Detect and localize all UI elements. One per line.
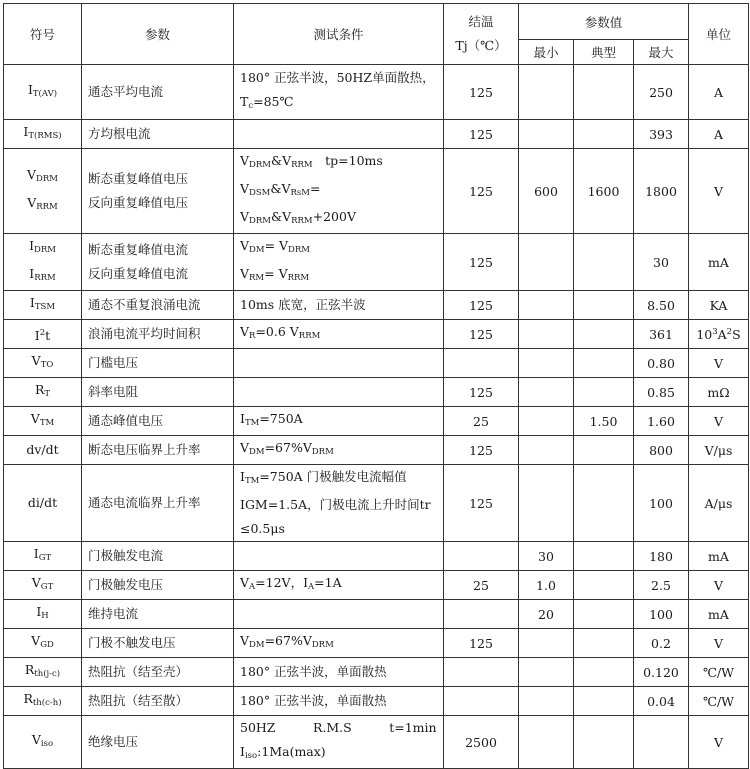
symbol-text: $V_{TM}$ — [30, 411, 55, 428]
condition-cell — [234, 349, 444, 378]
param-cell — [82, 234, 234, 291]
symbol-text: $I_{DRM}$ — [29, 238, 56, 255]
tj-cell: 125 — [444, 234, 519, 291]
condition-cell — [234, 571, 444, 600]
max-cell: 1800 — [634, 149, 689, 234]
tj-cell: 125 — [444, 291, 519, 320]
max-cell: 0.04 — [634, 687, 689, 716]
symbol-text: $V_{iso}$ — [31, 732, 54, 749]
typ-cell — [574, 571, 634, 600]
max-cell: 100 — [634, 600, 689, 629]
condition-cell — [234, 600, 444, 629]
condition-text: $V_A=12V$，$I_A=1A$ — [240, 575, 342, 592]
typ-cell — [574, 320, 634, 349]
param-cell — [82, 571, 234, 600]
min-cell — [519, 716, 574, 769]
condition-text: $V_{DRM}\&V_{RRM}$ tp=10ms — [240, 153, 383, 170]
min-cell: 1.0 — [519, 571, 574, 600]
symbol-cell — [4, 149, 82, 234]
condition-text: $V_{DM}=67\%V_{DRM}$ — [240, 633, 334, 650]
header-symbol: 符号 — [4, 4, 82, 65]
table-row — [4, 407, 749, 436]
table-row — [4, 320, 749, 349]
unit-cell: V — [689, 629, 749, 658]
param-cell — [82, 378, 234, 407]
condition-cell — [234, 320, 444, 349]
typ-cell — [574, 600, 634, 629]
unit-cell: mΩ — [689, 378, 749, 407]
min-cell — [519, 234, 574, 291]
header-cond: 测试条件 — [234, 4, 444, 65]
min-cell — [519, 320, 574, 349]
unit-cell: V — [689, 571, 749, 600]
min-cell — [519, 658, 574, 687]
param-text: 通态不重复浪涌电流 — [88, 297, 201, 312]
max-cell: 30 — [634, 234, 689, 291]
typ-cell — [574, 716, 634, 769]
param-cell — [82, 658, 234, 687]
symbol-text: $I^2t$ — [34, 327, 51, 343]
symbol-cell — [4, 378, 82, 407]
condition-cell — [234, 542, 444, 571]
param-cell — [82, 600, 234, 629]
condition-text: $V_{DM}= V_{DRM}$ — [240, 238, 310, 255]
symbol-cell — [4, 600, 82, 629]
tj-cell: 125 — [444, 436, 519, 465]
condition-text: 180° 正弦半波，单面散热 — [240, 693, 387, 708]
header-values: 参数值 — [519, 4, 689, 40]
max-cell: 0.2 — [634, 629, 689, 658]
param-cell — [82, 465, 234, 542]
typ-cell — [574, 658, 634, 687]
condition-cell — [234, 65, 444, 120]
param-cell — [82, 629, 234, 658]
param-text: 门极不触发电压 — [88, 635, 176, 650]
param-text: 门槛电压 — [88, 355, 139, 370]
max-cell: 1.60 — [634, 407, 689, 436]
condition-text: $V_{DM}=67\%V_{DRM}$ — [240, 440, 334, 457]
symbol-cell — [4, 120, 82, 149]
param-text: 通态平均电流 — [88, 84, 164, 99]
table-row — [4, 378, 749, 407]
table-row — [4, 542, 749, 571]
tj-cell: 125 — [444, 120, 519, 149]
param-text: 热阻抗（结至壳） — [88, 664, 189, 679]
symbol-cell — [4, 320, 82, 349]
symbol-text: $I_{T(AV)}$ — [27, 82, 58, 99]
symbol-text: $V_{GD}$ — [31, 633, 54, 650]
table-row — [4, 687, 749, 716]
header-min: 最小 — [519, 40, 574, 65]
max-cell: 0.120 — [634, 658, 689, 687]
table-row — [4, 234, 749, 291]
max-cell: 800 — [634, 436, 689, 465]
tj-cell: 125 — [444, 149, 519, 234]
min-cell — [519, 407, 574, 436]
unit-cell: V — [689, 716, 749, 769]
table-row — [4, 571, 749, 600]
symbol-cell — [4, 465, 82, 542]
symbol-text: $I_{TSM}$ — [29, 295, 56, 312]
condition-cell — [234, 149, 444, 234]
condition-cell — [234, 291, 444, 320]
max-cell: 0.85 — [634, 378, 689, 407]
condition-text: $V_{DSM}\&V_{RsM}=$ $V_{DRM}\&V_{RRM}+200V$ — [240, 181, 356, 226]
min-cell: 30 — [519, 542, 574, 571]
condition-text: 180° 正弦半波，单面散热 — [240, 664, 387, 679]
max-cell: 180 — [634, 542, 689, 571]
param-cell — [82, 120, 234, 149]
param-text: 通态峰值电压 — [88, 413, 164, 428]
typ-cell — [574, 465, 634, 542]
unit-cell: mA — [689, 234, 749, 291]
table-row — [4, 65, 749, 120]
param-text: 绝缘电压 — [88, 734, 139, 749]
tj-cell: 125 — [444, 629, 519, 658]
param-cell — [82, 149, 234, 234]
condition-cell — [234, 234, 444, 291]
param-text: 反向重复峰值电压 — [88, 195, 189, 210]
unit-cell: V — [689, 407, 749, 436]
param-text: 断态重复峰值电流 — [88, 242, 189, 257]
header-tj — [444, 4, 519, 65]
max-cell — [634, 716, 689, 769]
table-row — [4, 716, 749, 769]
param-cell — [82, 320, 234, 349]
param-cell — [82, 291, 234, 320]
min-cell — [519, 65, 574, 120]
param-cell — [82, 407, 234, 436]
table-row — [4, 600, 749, 629]
symbol-text: $V_{RRM}$ — [27, 195, 58, 212]
table-row — [4, 349, 749, 378]
header-max: 最大 — [634, 40, 689, 65]
symbol-cell — [4, 291, 82, 320]
spec-table — [3, 3, 749, 769]
typ-cell — [574, 120, 634, 149]
symbol-cell — [4, 658, 82, 687]
max-cell: 250 — [634, 65, 689, 120]
typ-cell — [574, 542, 634, 571]
tj-cell: 125 — [444, 378, 519, 407]
param-text: 斜率电阻 — [88, 384, 139, 399]
min-cell — [519, 378, 574, 407]
tj-cell — [444, 658, 519, 687]
symbol-cell — [4, 349, 82, 378]
unit-cell: KA — [689, 291, 749, 320]
unit-cell: V — [689, 349, 749, 378]
param-text: 门极触发电压 — [88, 577, 164, 592]
unit-cell: ℃/W — [689, 687, 749, 716]
typ-cell — [574, 378, 634, 407]
max-cell: 2.5 — [634, 571, 689, 600]
symbol-cell — [4, 436, 82, 465]
unit-cell: mA — [689, 600, 749, 629]
tj-cell: 2500 — [444, 716, 519, 769]
max-cell: 100 — [634, 465, 689, 542]
symbol-text: $I_{GT}$ — [33, 546, 52, 563]
header-typ: 典型 — [574, 40, 634, 65]
symbol-text: $R_{th(j-c)}$ — [24, 662, 61, 679]
param-cell — [82, 542, 234, 571]
typ-cell — [574, 65, 634, 120]
unit-cell: ℃/W — [689, 658, 749, 687]
param-cell — [82, 716, 234, 769]
symbol-text: dv/dt — [26, 442, 59, 457]
condition-text: $V_{RM}= V_{RRM}$ — [240, 266, 310, 283]
tj-cell: 125 — [444, 320, 519, 349]
min-cell — [519, 291, 574, 320]
condition-text: $I_{iso}:1Ma(\max)$ — [240, 744, 326, 761]
tj-cell — [444, 600, 519, 629]
symbol-cell — [4, 65, 82, 120]
unit-cell: A/μs — [689, 465, 749, 542]
unit-cell: A — [689, 65, 749, 120]
param-text: 断态重复峰值电压 — [88, 171, 189, 186]
condition-cell — [234, 378, 444, 407]
table-row — [4, 436, 749, 465]
min-cell: 600 — [519, 149, 574, 234]
table-row — [4, 465, 749, 542]
condition-text: $I_{TM}=750A$ 门极触发电流幅值IGM=1.5A，门极电流上升时间tr ≤0.5μs — [240, 469, 431, 536]
tj-cell — [444, 687, 519, 716]
header-param: 参数 — [82, 4, 234, 65]
min-cell — [519, 436, 574, 465]
param-cell — [82, 687, 234, 716]
table-row — [4, 149, 749, 234]
param-text: 方均根电流 — [88, 126, 151, 141]
param-text: 断态电压临界上升率 — [88, 442, 201, 457]
condition-cell — [234, 658, 444, 687]
symbol-cell — [4, 687, 82, 716]
condition-cell — [234, 407, 444, 436]
max-cell: 361 — [634, 320, 689, 349]
condition-text: $V_R=0.6$ $V_{RRM}$ — [240, 324, 321, 341]
max-cell: 393 — [634, 120, 689, 149]
tj-cell — [444, 542, 519, 571]
condition-cell — [234, 465, 444, 542]
min-cell — [519, 629, 574, 658]
condition-text: $I_{TM}=750A$ — [240, 411, 303, 428]
tj-cell: 125 — [444, 65, 519, 120]
header-tj-line2: Tj（℃） — [455, 38, 507, 53]
symbol-text: $R_T$ — [34, 382, 51, 399]
symbol-text: $V_{DRM}$ — [27, 167, 58, 184]
typ-cell: 1.50 — [574, 407, 634, 436]
condition-cell — [234, 687, 444, 716]
tj-cell: 125 — [444, 465, 519, 542]
symbol-cell — [4, 234, 82, 291]
unit-cell: V/μs — [689, 436, 749, 465]
symbol-cell — [4, 571, 82, 600]
unit-cell: mA — [689, 542, 749, 571]
symbol-cell — [4, 716, 82, 769]
unit-cell: $10^3A^2S$ — [689, 320, 749, 349]
symbol-cell — [4, 407, 82, 436]
condition-text: 50HZ R.M.S t=1min — [240, 720, 437, 735]
min-cell — [519, 120, 574, 149]
param-text: 热阻抗（结至散） — [88, 693, 189, 708]
typ-cell: 1600 — [574, 149, 634, 234]
min-cell — [519, 687, 574, 716]
typ-cell — [574, 629, 634, 658]
unit-cell: V — [689, 149, 749, 234]
tj-cell: 25 — [444, 407, 519, 436]
condition-text: 180° 正弦半波，50HZ单面散热，$T_c=85℃$ — [240, 70, 435, 111]
table-row — [4, 629, 749, 658]
typ-cell — [574, 291, 634, 320]
symbol-text: di/dt — [27, 495, 58, 510]
symbol-text: $I_H$ — [36, 604, 49, 621]
header-unit: 单位 — [689, 4, 749, 65]
param-text: 浪涌电流平均时间积 — [88, 326, 201, 341]
min-cell — [519, 465, 574, 542]
symbol-text: $R_{th(c-h)}$ — [23, 691, 62, 708]
param-cell — [82, 349, 234, 378]
typ-cell — [574, 349, 634, 378]
table-row — [4, 120, 749, 149]
param-cell — [82, 65, 234, 120]
symbol-text: $V_{TO}$ — [31, 353, 54, 370]
typ-cell — [574, 234, 634, 291]
max-cell: 0.80 — [634, 349, 689, 378]
symbol-text: $I_{RRM}$ — [29, 266, 56, 283]
max-cell: 8.50 — [634, 291, 689, 320]
symbol-text: $V_{GT}$ — [31, 575, 54, 592]
header-tj-line1: 结温 — [468, 14, 494, 29]
param-text: 通态电流临界上升率 — [88, 495, 201, 510]
typ-cell — [574, 687, 634, 716]
param-text: 维持电流 — [88, 606, 139, 621]
condition-cell — [234, 716, 444, 769]
table-row — [4, 658, 749, 687]
table-row — [4, 291, 749, 320]
param-text: 反向重复峰值电流 — [88, 266, 189, 281]
symbol-text: $I_{T(RMS)}$ — [23, 124, 62, 141]
param-cell — [82, 436, 234, 465]
condition-cell — [234, 436, 444, 465]
symbol-cell — [4, 542, 82, 571]
symbol-cell — [4, 629, 82, 658]
unit-cell: A — [689, 120, 749, 149]
typ-cell — [574, 436, 634, 465]
condition-text: 10ms 底宽，正弦半波 — [240, 297, 366, 312]
tj-cell: 25 — [444, 571, 519, 600]
param-text: 门极触发电流 — [88, 548, 164, 563]
condition-cell — [234, 629, 444, 658]
min-cell: 20 — [519, 600, 574, 629]
condition-cell — [234, 120, 444, 149]
tj-cell — [444, 349, 519, 378]
min-cell — [519, 349, 574, 378]
